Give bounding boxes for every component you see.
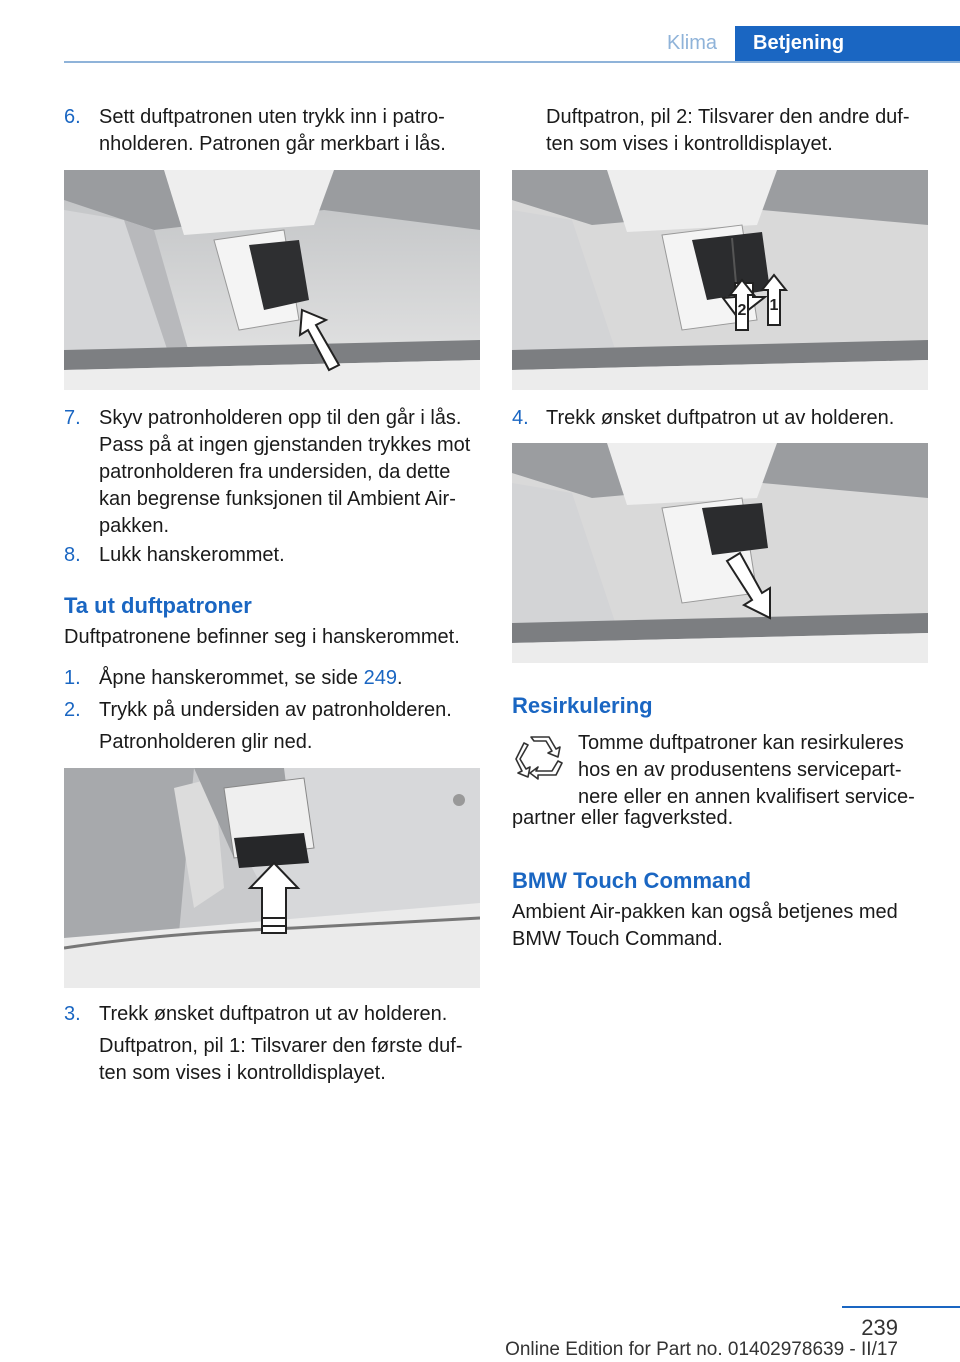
continued-note-line-1: Duftpatron, pil 2: Tilsvarer den andre duf-	[546, 106, 910, 128]
recycling-line-2: hos en av produsentens servicepart-	[578, 759, 902, 781]
bmw-line-1: Ambient Air-pakken kan også betjenes med	[512, 901, 898, 923]
remove-step-3-note-line-1: Duftpatron, pil 1: Tilsvarer den første duf-	[99, 1035, 463, 1057]
page-link-249[interactable]: 249	[363, 667, 397, 689]
step-8-number: 8.	[64, 544, 81, 566]
right-step-4-text: Trekk ønsket duftpatron ut av holderen.	[546, 407, 895, 429]
remove-step-3-note-line-2: ten som vises i kontrolldisplayet.	[99, 1062, 386, 1084]
arrow-label-1: 1	[769, 297, 779, 314]
step-7-note-line-4: pakken.	[99, 515, 170, 537]
recycling-line-1: Tomme duftpatroner kan resirkuleres	[578, 732, 904, 754]
section-title-recycling: Resirkulering	[512, 693, 653, 718]
recycling-line-4: partner eller fagverksted.	[512, 807, 734, 829]
remove-step-3-text: Trekk ønsket duftpatron ut av holderen.	[99, 1003, 448, 1025]
remove-step-2-text: Trykk på undersiden av patronholderen.	[99, 699, 452, 721]
step-6-line-1: Sett duftpatronen uten trykk inn i patro-	[99, 106, 445, 128]
remove-step-2-note: Patronholderen glir ned.	[99, 731, 313, 753]
edition-text: Online Edition for Part no. 01402978639 - II/17	[505, 1339, 898, 1360]
remove-step-1-text: Åpne hanskerommet, se side 249.	[99, 667, 403, 689]
continued-note-line-2: ten som vises i kontrolldisplayet.	[546, 133, 833, 155]
page-number: 239	[861, 1315, 898, 1340]
header-tab-klima: Klima	[666, 32, 717, 54]
arrow-label-2: 2	[737, 302, 747, 319]
step-6-line-2: nholderen. Patronen går merkbart i lås.	[99, 133, 446, 155]
step-7-note-line-3: kan begrense funksjonen til Ambient Air-	[99, 488, 456, 510]
footer-rule	[842, 1306, 960, 1308]
photo-pull-cartridge	[512, 443, 928, 663]
header-tab-betjening: Betjening	[735, 26, 960, 61]
header-rule	[64, 61, 960, 63]
remove-step-3-number: 3.	[64, 1003, 81, 1025]
step-7-text: Skyv patronholderen opp til den går i lås.	[99, 407, 462, 429]
remove-step-2-number: 2.	[64, 699, 81, 721]
right-step-4-number: 4.	[512, 407, 529, 429]
step-7-note-line-1: Pass på at ingen gjenstanden trykkes mot	[99, 434, 471, 456]
section-intro: Duftpatronene befinner seg i hanskerommet.	[64, 626, 460, 648]
remove-step-1-number: 1.	[64, 667, 81, 689]
recycling-line-3: nere eller en annen kvalifisert service-	[578, 786, 915, 808]
photo-cartridge-arrows	[512, 170, 928, 390]
photo-insert-cartridge	[64, 170, 480, 390]
bmw-line-2: BMW Touch Command.	[512, 928, 723, 950]
step-7-number: 7.	[64, 407, 81, 429]
recycling-icon	[514, 735, 566, 783]
step-8-text: Lukk hanskerommet.	[99, 544, 285, 566]
section-title-bmw-touch-command: BMW Touch Command	[512, 868, 752, 893]
step-6-number: 6.	[64, 106, 81, 128]
photo-push-holder	[64, 768, 480, 988]
section-title-remove-cartridges: Ta ut duftpatroner	[64, 593, 252, 618]
step-7-note-line-2: patronholderen fra undersiden, da dette	[99, 461, 451, 483]
